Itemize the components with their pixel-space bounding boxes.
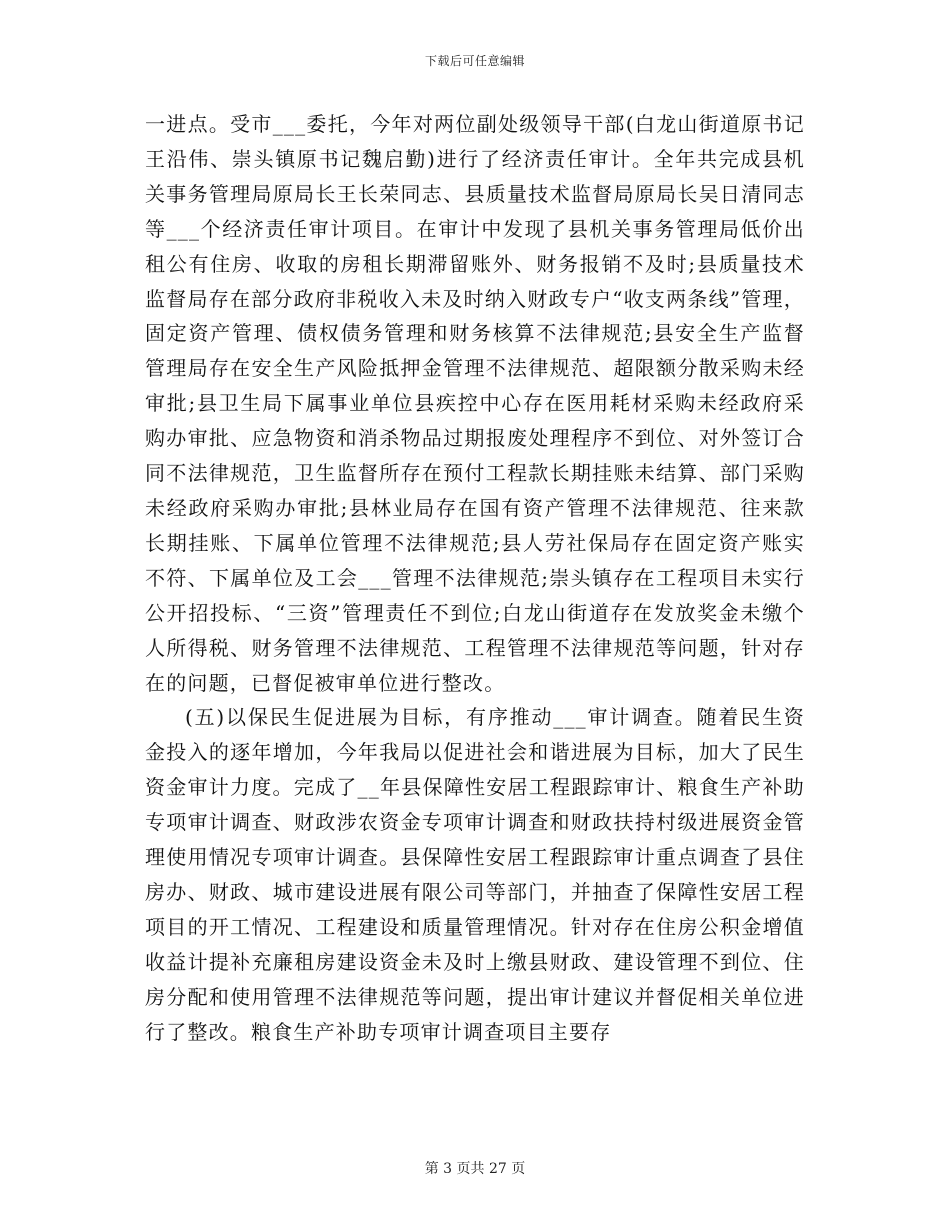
paragraph-section-5: (五)以保民生促进展为目标，有序推动___审计调查。随着民生资金投入的逐年增加，今年我局以促进社会和谐进展为目标，加大了民生资金审计力度。完成了__年县保障性安居工程跟踪审计、粮食生产补助专项审计调查、财政涉农资金专项审计调查和财政扶持村级进展资金管理使用情况专项审计调查。县保障性安居工程跟踪审计重点调查了县住房办、财政、城市建设进展有限公司等部门，并抽查了保障性安居工程项目的开工情况、工程建设和质量管理情况。针对存在住房公积金增值收益计提补充廉租房建设资金未及时上缴县财政、建设管理不到位、住房分配和使用管理不法律规范等问题，提出审计建议并督促相关单位进行了整改。粮食生产补助专项审计调查项目主要存 [145,705,805,1044]
page-header: 下载后可任意编辑 [424,54,525,68]
document-body [145,107,805,1049]
page-footer: 第 3 页共 27 页 [424,1161,526,1177]
paragraph-continuation: 一进点。受市___委托，今年对两位副处级领导干部(白龙山街道原书记王沿伟、崇头镇原书记魏启勤)进行了经济责任审计。全年共完成县机关事务管理局原局长王长荣同志、县质量技术监督局原局长吴日清同志等___个经济责任审计项目。在审计中发现了县机关事务管理局低价出租公有住房、收取的房租长期滞留账外、财务报销不及时;县质量技术监督局存在部分政府非税收入未及时纳入财政专户“收支两条线”管理，固定资产管理、债权债务管理和财务核算不法律规范;县安全生产监督管理局存在安全生产风险抵押金管理不法律规范、超限额分散采购未经审批;县卫生局下属事业单位县疾控中心存在医用耗材采购未经政府采购办审批、应急物资和消杀物品过期报废处理程序不到位、对外签订合同不法律规范，卫生监督所存在预付工程款长期挂账未结算、部门采购未经政府采购办审批;县林业局存在国有资产管理不法律规范、往来款长期挂账、下属单位管理不法律规范;县人劳社保局存在固定资产账实不符、下属单位及工会___管理不法律规范;崇头镇存在工程项目未实行公开招投标、“三资”管理责任不到位;白龙山街道存在发放奖金未缴个人所得税、财务管理不法律规范、工程管理不法律规范等问题，针对存在的问题，已督促被审单位进行整改。 [145,112,805,695]
